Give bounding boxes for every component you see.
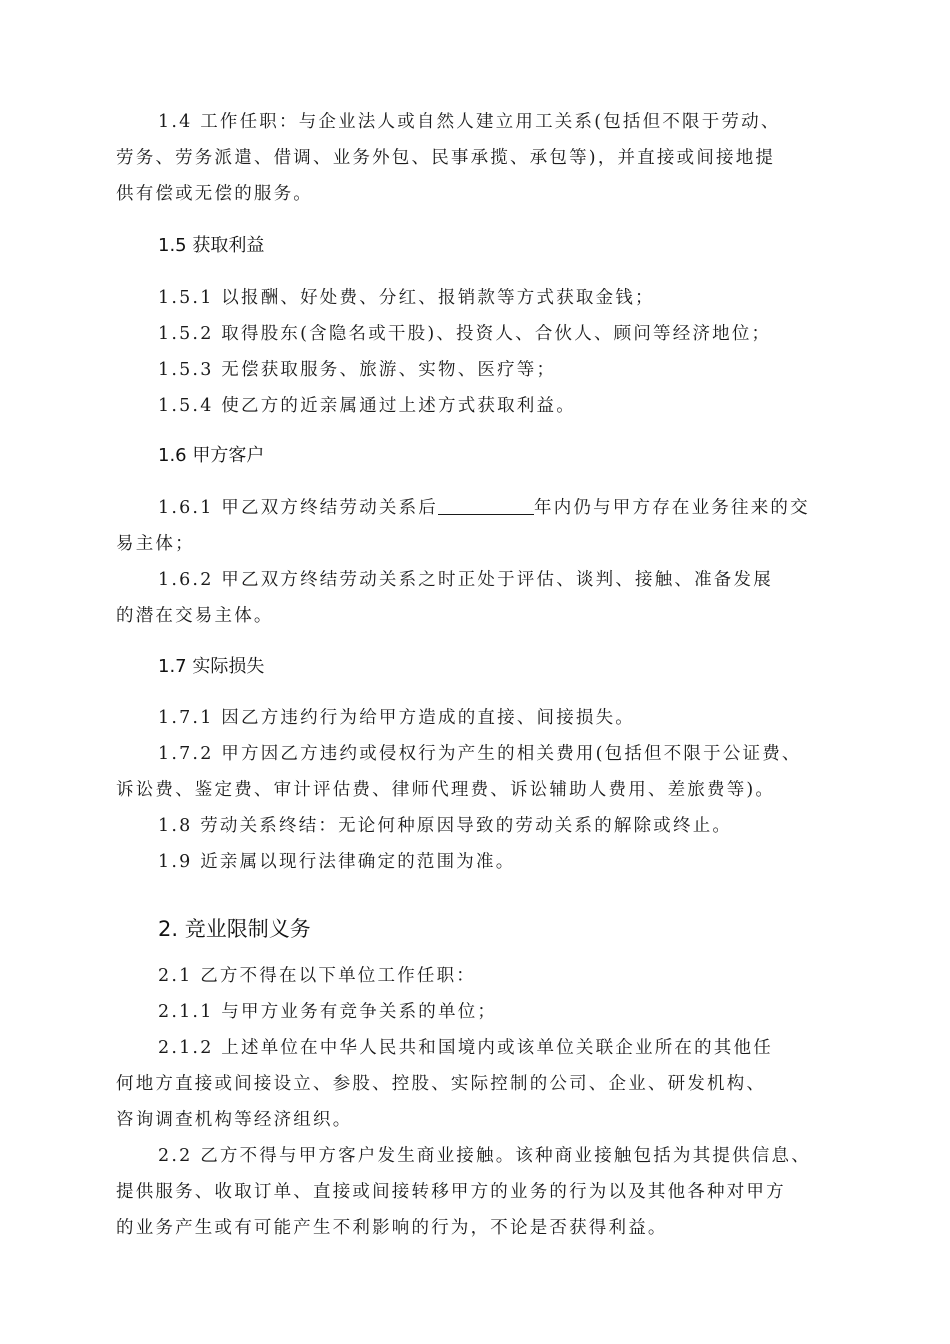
clause-1-6-1-cont: 易主体； <box>116 534 195 554</box>
clause-1-6-1 <box>116 490 836 526</box>
clause-1-7-1: 1.7.1 因乙方违约行为给甲方造成的直接、间接损失。 <box>158 708 635 728</box>
clause-1-6-2-cont: 的潜在交易主体。 <box>116 606 274 626</box>
heading-2: 2. 竞业限制义务 <box>158 917 311 941</box>
heading-1-7: 1.7 实际损失 <box>158 656 265 677</box>
heading-1-5: 1.5 获取利益 <box>158 235 265 256</box>
year-blank <box>438 496 534 515</box>
clause-1-9: 1.9 近亲属以现行法律确定的范围为准。 <box>158 852 516 872</box>
clause-1-6-1-text: 年内仍与甲方存在业务往来的交 <box>534 498 810 518</box>
clause-2-2-cont: 提供服务、收取订单、直接或间接转移甲方的业务的行为以及其他各种对甲方 <box>116 1182 786 1202</box>
clause-1-5-list <box>116 280 836 424</box>
clause-1-6 <box>116 490 836 634</box>
clause-1-4-line: 劳务、劳务派遣、借调、业务外包、民事承揽、承包等)，并直接或间接地提 <box>116 148 776 168</box>
heading-1-6: 1.6 甲方客户 <box>158 445 265 466</box>
clause-1-4-line: 1.4 工作任职：与企业法人或自然人建立用工关系(包括但不限于劳动、 <box>158 112 781 132</box>
clause-1-8: 1.8 劳动关系终结：无论何种原因导致的劳动关系的解除或终止。 <box>158 816 733 836</box>
clause-2-2: 2.2 乙方不得与甲方客户发生商业接触。该种商业接触包括为其提供信息、 <box>158 1146 811 1166</box>
clause-2-1: 2.1 乙方不得在以下单位工作任职： <box>158 966 476 986</box>
clause-1-7-2-cont: 诉讼费、鉴定费、审计评估费、律师代理费、诉讼辅助人费用、差旅费等)。 <box>116 780 776 800</box>
clause-1-6-1-text: 1.6.1 甲乙双方终结劳动关系后 <box>158 498 438 518</box>
clause-1-4-line: 供有偿或无偿的服务。 <box>116 184 313 204</box>
clause-2 <box>116 958 836 1246</box>
clause-2-1-2: 2.1.2 上述单位在中华人民共和国境内或该单位关联企业所在的其他任 <box>158 1038 773 1058</box>
clause-1-5-3: 1.5.3 无偿获取服务、旅游、实物、医疗等； <box>158 360 557 380</box>
clause-2-1-2-cont: 何地方直接或间接设立、参股、控股、实际控制的公司、企业、研发机构、 <box>116 1074 767 1094</box>
clause-1-7-to-1-9 <box>116 700 836 880</box>
clause-1-5-4: 1.5.4 使乙方的近亲属通过上述方式获取利益。 <box>158 396 576 416</box>
clause-1-7-2: 1.7.2 甲方因乙方违约或侵权行为产生的相关费用(包括但不限于公证费、 <box>158 744 802 764</box>
clause-1-4 <box>116 104 836 212</box>
clause-1-6-2: 1.6.2 甲乙双方终结劳动关系之时正处于评估、谈判、接触、准备发展 <box>158 570 773 590</box>
clause-1-5-2: 1.5.2 取得股东(含隐名或干股)、投资人、合伙人、顾问等经济地位； <box>158 324 772 344</box>
clause-2-2-cont: 的业务产生或有可能产生不利影响的行为，不论是否获得利益。 <box>116 1218 668 1238</box>
clause-1-5-1: 1.5.1 以报酬、好处费、分红、报销款等方式获取金钱； <box>158 288 655 308</box>
clause-2-1-1: 2.1.1 与甲方业务有竞争关系的单位； <box>158 1002 498 1022</box>
clause-2-1-2-cont: 咨询调查机构等经济组织。 <box>116 1110 353 1130</box>
